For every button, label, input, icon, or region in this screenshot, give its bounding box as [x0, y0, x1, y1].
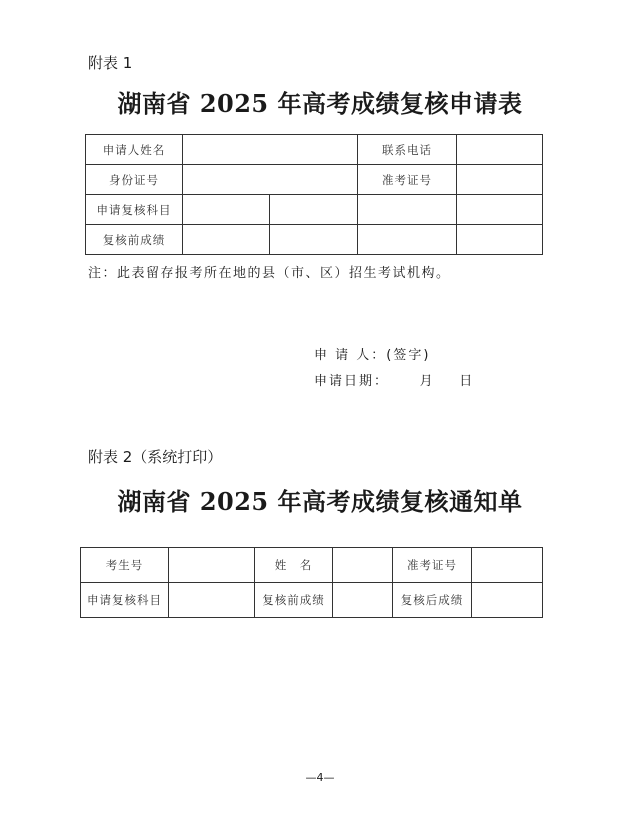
score-after-field [472, 583, 543, 618]
table-row [81, 583, 543, 618]
subject-cell-1[interactable] [183, 195, 270, 225]
id-number-label: 身份证号 [86, 165, 183, 195]
table-row [86, 195, 543, 225]
form-note: 注：此表留存报考所在地的县（市、区）招生考试机构。 [88, 266, 451, 281]
ticket-number-field[interactable] [457, 165, 543, 195]
score-cell-4[interactable] [457, 225, 543, 255]
attachment2-label: 附表 2（系统打印） [88, 448, 223, 466]
review-subject-field [169, 583, 255, 618]
table-row [86, 165, 543, 195]
table-row [86, 135, 543, 165]
subject-cell-3[interactable] [358, 195, 457, 225]
attachment2-title: 湖南省 2025 年高考成绩复核通知单 [117, 487, 523, 516]
subject-cell-4[interactable] [457, 195, 543, 225]
ticket-number-label: 准考证号 [358, 165, 457, 195]
applicant-name-field[interactable] [183, 135, 358, 165]
table-row [86, 225, 543, 255]
score-after-label: 复核后成绩 [393, 583, 472, 618]
exam-number-field [169, 548, 255, 583]
applicant-name-label: 申请人姓名 [86, 135, 183, 165]
score-before-label: 复核前成绩 [255, 583, 333, 618]
table-row [81, 548, 543, 583]
score-cell-2[interactable] [270, 225, 358, 255]
score-before-label: 复核前成绩 [86, 225, 183, 255]
date-line: 申请日期： 月 日 [314, 374, 475, 389]
subject-cell-2[interactable] [270, 195, 358, 225]
score-cell-3[interactable] [358, 225, 457, 255]
application-form-table [85, 134, 543, 255]
review-subject-label: 申请复核科目 [81, 583, 169, 618]
attachment1-label: 附表 1 [88, 54, 133, 72]
signature-line: 申 请 人：(签字) [314, 348, 431, 363]
attachment1-title: 湖南省 2025 年高考成绩复核申请表 [117, 89, 523, 118]
score-before-field [333, 583, 393, 618]
score-cell-1[interactable] [183, 225, 270, 255]
notification-table [80, 547, 543, 618]
name-label: 姓 名 [255, 548, 333, 583]
exam-number-label: 考生号 [81, 548, 169, 583]
phone-field[interactable] [457, 135, 543, 165]
id-number-field[interactable] [183, 165, 358, 195]
review-subject-label: 申请复核科目 [86, 195, 183, 225]
ticket-number-label: 准考证号 [393, 548, 472, 583]
name-field [333, 548, 393, 583]
ticket-number-field [472, 548, 543, 583]
page-number: —4— [305, 771, 335, 784]
phone-label: 联系电话 [358, 135, 457, 165]
